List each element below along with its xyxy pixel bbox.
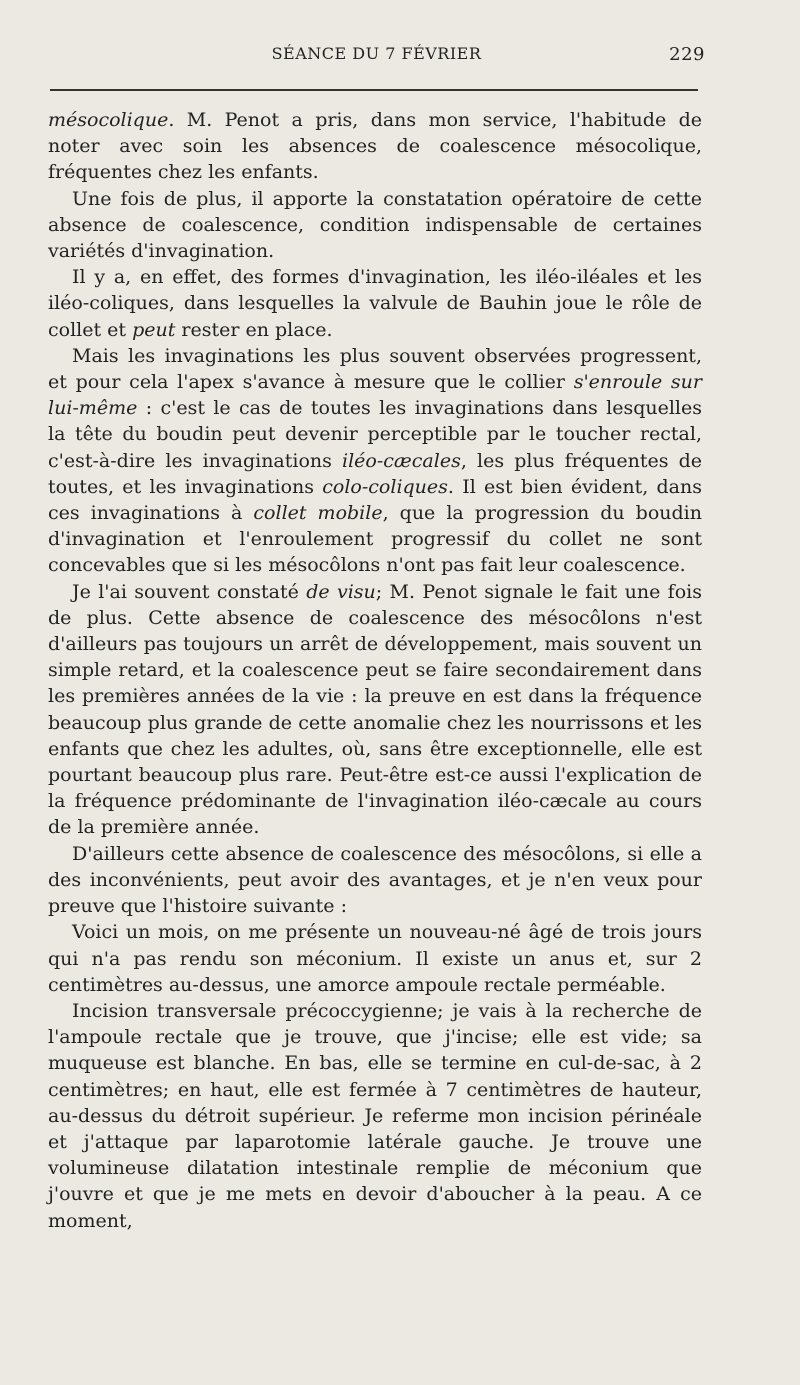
text-run: Il y a, en effet, des formes d'invagination, les iléo-iléales et les iléo-coliques, dans lesquelles la valvule de Bauhin joue le rôle de collet et bbox=[48, 266, 702, 341]
text-run: . M. Penot a pris, dans mon service, l'habitude de noter avec soin les absences de coalescence mésocolique, fréquentes chez les enfants. bbox=[48, 109, 702, 184]
italic-text: s'enroule sur lui-même bbox=[48, 371, 702, 420]
italic-text: peut bbox=[132, 318, 176, 341]
paragraph bbox=[48, 343, 702, 579]
italic-text: colo-coliques bbox=[322, 475, 448, 498]
italic-text: de visu bbox=[306, 580, 376, 603]
paragraph bbox=[48, 264, 702, 343]
running-title: SÉANCE DU 7 FÉVRIER bbox=[271, 44, 482, 63]
italic-text: collet mobile bbox=[253, 502, 383, 525]
text-run: ; M. Penot signale le fait une fois de plus. Cette absence de coalescence des mésocôlons n'est d'ailleurs pas toujours un arrêt de développement, mais souvent un simple retard, et la coalescence peut se faire secondairement dans les premières années de la vie : la preuve en est dans la fréquence beaucoup plus grande de cette anomalie chez les nourrissons et les enfants que chez les adultes, où, sans être exceptionnelle, elle est pourtant beaucoup plus rare. Peut-être est-ce aussi l'explication de la fréquence prédominante de l'invagination iléo-cæcale au cours de la première année. bbox=[48, 580, 702, 839]
body-text bbox=[48, 107, 702, 1234]
paragraph bbox=[48, 107, 702, 186]
text-run: rester en place. bbox=[175, 318, 333, 341]
text-run: , que la progression du boudin d'invagination et l'enroulement progressif du collet ne sont concevables que si les mésocôlons n'ont pas fait leur coalescence. bbox=[48, 502, 702, 577]
text-run: Une fois de plus, il apporte la constatation opératoire de cette absence de coalescence, condition indispensable de certaines variétés d'invagination. bbox=[48, 187, 702, 263]
text-run: : c'est le cas de toutes les invaginations dans lesquelles la tête du boudin peut devenir perceptible par le toucher rectal, c'est-à-dire les invaginations bbox=[48, 397, 702, 472]
italic-text: iléo-cæcales bbox=[342, 449, 461, 472]
running-header bbox=[48, 44, 705, 74]
header-rule bbox=[50, 89, 698, 91]
paragraph bbox=[48, 919, 702, 998]
text-run: Mais les invaginations les plus souvent observées progressent, et pour cela l'apex s'avance à mesure que le collier bbox=[48, 344, 702, 394]
text-run: . Il est bien évident, dans ces invaginations à bbox=[48, 475, 703, 525]
paragraph bbox=[48, 998, 702, 1234]
text-run: Voici un mois, on me présente un nouveau-né âgé de trois jours qui n'a pas rendu son méconium. Il existe un anus et, sur 2 centimètres au-dessus, une amorce ampoule rectale perméable. bbox=[48, 921, 702, 996]
paragraph bbox=[48, 579, 702, 841]
text-run: Je l'ai souvent constaté bbox=[72, 580, 307, 603]
paragraph bbox=[48, 186, 702, 265]
text-run: D'ailleurs cette absence de coalescence des mésocôlons, si elle a des inconvénients, peut avoir des avantages, et je n'en veux pour preuve que l'histoire suivante : bbox=[48, 842, 702, 918]
text-run: Incision transversale précoccygienne; je vais à la recherche de l'ampoule rectale que je trouve, que j'incise; elle est vide; sa muqueuse est blanche. En bas, elle se termine en cul-de-sac, à 2 centimètres; en haut, elle est fermée à 7 centimètres de hauteur, au-dessus du détroit supérieur. Je referme mon incision périnéale et j'attaque par laparotomie latérale gauche. Je trouve une volumineuse dilatation intestinale remplie de méconium que j'ouvre et que je me mets en devoir d'aboucher à la peau. A ce moment, bbox=[48, 999, 702, 1232]
italic-text: mésocolique bbox=[48, 109, 169, 131]
text-run: , les plus fréquentes de toutes, et les invaginations bbox=[48, 449, 702, 498]
paragraph bbox=[48, 841, 702, 920]
page-number: 229 bbox=[669, 44, 705, 65]
